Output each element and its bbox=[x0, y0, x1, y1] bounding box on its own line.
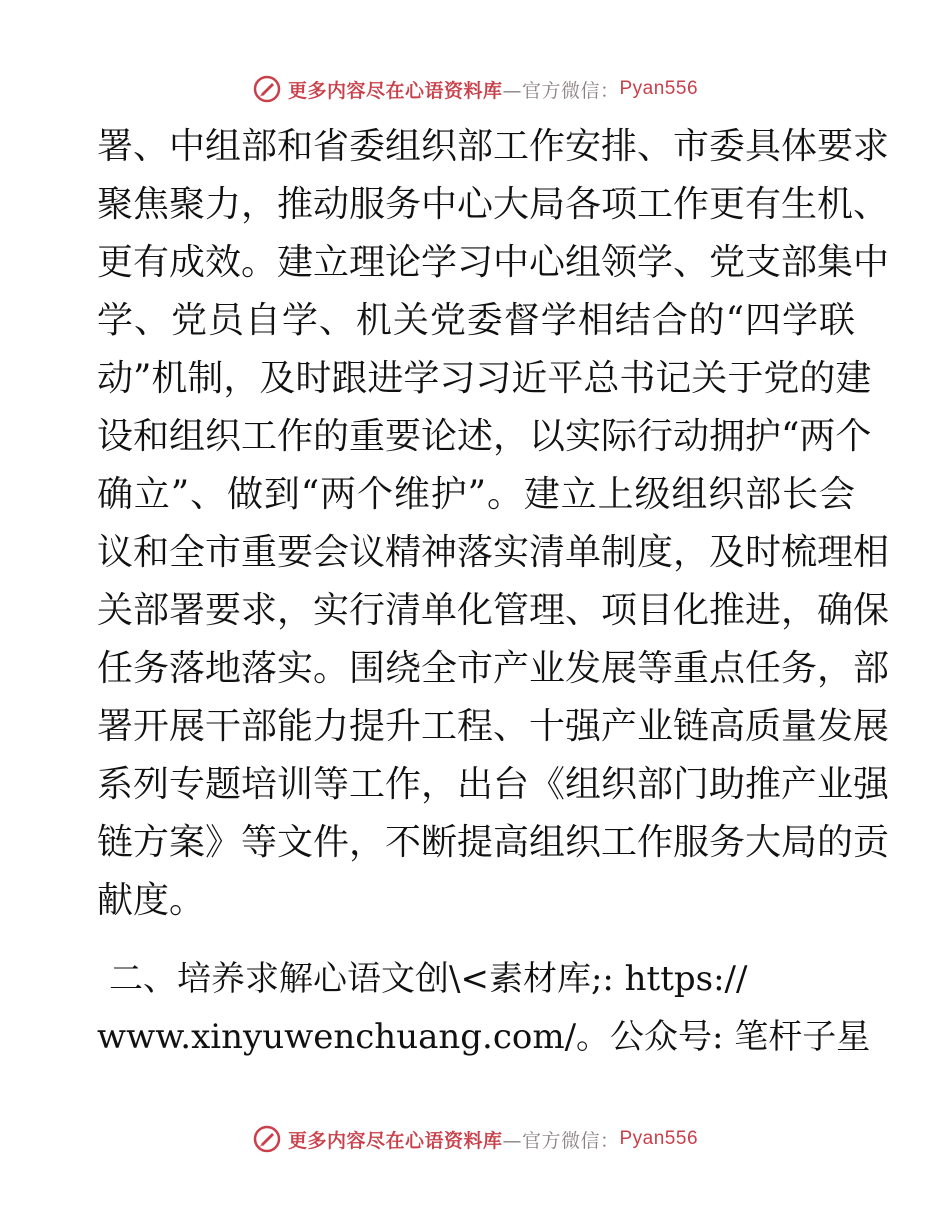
paragraph-line: 任务落地落实。围绕全市产业发展等重点任务，部 bbox=[97, 648, 890, 689]
watermark-brand: 更多内容尽在心语资料库 bbox=[287, 79, 503, 102]
section-heading bbox=[97, 950, 871, 1066]
logo-icon bbox=[252, 74, 282, 104]
paragraph-line: 动”机制，及时跟进学习习近平总书记关于党的建 bbox=[97, 358, 872, 399]
watermark-header bbox=[0, 74, 950, 104]
heading-line-url[interactable]: www.xinyuwenchuang.com/。公众号: 笔杆子星 bbox=[97, 1017, 871, 1057]
heading-line: 二、培养求解心语文创\<素材库;: https:// bbox=[109, 959, 748, 999]
paragraph-line: 链方案》等文件，不断提高组织工作服务大局的贡 bbox=[97, 822, 890, 863]
watermark-wechat-id: Pyan556 bbox=[619, 78, 699, 99]
paragraph-line: 献度。 bbox=[97, 880, 206, 921]
paragraph-line: 学、党员自学、机关党委督学相结合的“四学联 bbox=[97, 300, 855, 341]
paragraph bbox=[97, 118, 890, 930]
paragraph-line: 聚焦聚力，推动服务中心大局各项工作更有生机、 bbox=[97, 184, 890, 225]
paragraph-line: 更有成效。建立理论学习中心组领学、党支部集中 bbox=[97, 242, 890, 283]
watermark-footer bbox=[0, 1124, 950, 1154]
paragraph-line: 署开展干部能力提升工程、十强产业链高质量发展 bbox=[97, 706, 890, 747]
watermark-wechat-id: Pyan556 bbox=[619, 1128, 699, 1149]
watermark-label: —官方微信： bbox=[502, 1129, 620, 1152]
paragraph-line: 关部署要求，实行清单化管理、项目化推进，确保 bbox=[97, 590, 890, 631]
paragraph-line: 确立”、做到“两个维护”。建立上级组织部长会 bbox=[97, 474, 855, 515]
watermark-label: —官方微信： bbox=[502, 79, 620, 102]
paragraph-line: 议和全市重要会议精神落实清单制度，及时梳理相 bbox=[97, 532, 890, 573]
paragraph-line: 署、中组部和省委组织部工作安排、市委具体要求 bbox=[97, 126, 890, 167]
paragraph-line: 设和组织工作的重要论述，以实际行动拥护“两个 bbox=[97, 416, 872, 457]
logo-icon bbox=[252, 1124, 282, 1154]
watermark-brand: 更多内容尽在心语资料库 bbox=[287, 1129, 503, 1152]
paragraph-line: 系列专题培训等工作，出台《组织部门助推产业强 bbox=[97, 764, 890, 805]
